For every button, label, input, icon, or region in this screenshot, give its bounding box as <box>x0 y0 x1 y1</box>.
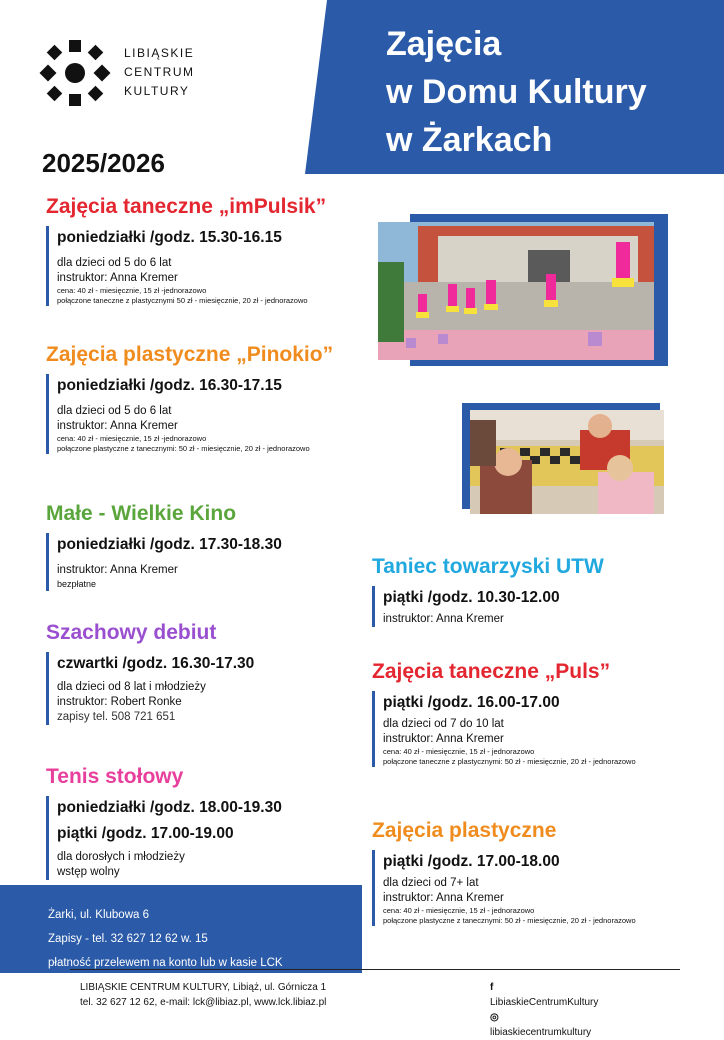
schedule: czwartki /godz. 16.30-17.30 <box>57 655 255 672</box>
schedule: poniedziałki /godz. 15.30-16.15 <box>57 229 282 246</box>
instructor: instruktor: Anna Kremer <box>383 733 504 745</box>
page-title <box>386 20 706 164</box>
facebook-icon: f <box>490 982 494 993</box>
instructor: instruktor: Anna Kremer <box>383 892 504 904</box>
logo-line: KULTURY <box>124 84 190 98</box>
section-tenis <box>46 764 282 880</box>
section-details <box>372 691 636 767</box>
schedule: piątki /godz. 17.00-18.00 <box>383 853 560 870</box>
section-title: Zajęcia plastyczne „Pinokio” <box>46 343 334 366</box>
combo-price: połączone taneczne z plastycznymi 50 zł - miesięcznie, 20 zł - jednorazowo <box>57 296 308 305</box>
section-title: Zajęcia plastyczne <box>372 819 557 842</box>
footer-social <box>490 980 598 1040</box>
payment-info: płatność przelewem na konto lub w kasie LCK <box>48 957 283 969</box>
footer-address: LIBIĄSKIE CENTRUM KULTURY, Libiąż, ul. Górnicza 1 <box>80 982 327 993</box>
section-impulsik <box>46 194 326 306</box>
schedule-2: piątki /godz. 17.00-19.00 <box>57 825 234 842</box>
schedule: piątki /godz. 10.30-12.00 <box>383 589 560 606</box>
section-details <box>46 533 282 591</box>
section-kino <box>46 501 282 591</box>
section-title: Taniec towarzyski UTW <box>372 555 604 578</box>
schedule: piątki /godz. 16.00-17.00 <box>383 694 560 711</box>
audience: dla dzieci od 7+ lat <box>383 877 479 889</box>
lck-logo-icon <box>40 38 110 108</box>
price: cena: 40 zł - miesięcznie, 15 zł - jednorazowo <box>383 906 535 915</box>
schedule: poniedziałki /godz. 18.00-19.30 <box>57 799 282 816</box>
footer-contact <box>80 980 326 1010</box>
schedule: poniedziałki /godz. 16.30-17.15 <box>57 377 282 394</box>
contact-info <box>48 903 283 975</box>
instagram-handle: libiaskiecentrumkultury <box>490 1027 592 1038</box>
combo-price: połączone plastyczne z tanecznymi: 50 zł - miesięcznie, 20 zł - jednorazowo <box>383 916 636 925</box>
title-line: w Domu Kultury <box>386 73 647 111</box>
instructor: instruktor: Anna Kremer <box>57 564 178 576</box>
audience: dla dzieci od 8 lat i młodzieży <box>57 681 206 693</box>
logo-line: LIBIĄSKIE <box>124 46 195 60</box>
section-details <box>46 374 333 454</box>
section-pinokio <box>46 342 333 454</box>
combo-price: połączone taneczne z plastycznymi: 50 zł - miesięcznie, 20 zł - jednorazowo <box>383 757 636 766</box>
season-year: 2025/2026 <box>42 148 165 178</box>
note: wstęp wolny <box>57 866 120 878</box>
instructor: instruktor: Anna Kremer <box>57 420 178 432</box>
section-plastyczne <box>372 818 636 926</box>
price: cena: 40 zł - miesięcznie, 15 zł -jednorazowo <box>57 434 207 443</box>
signup-phone: Zapisy - tel. 32 627 12 62 w. 15 <box>48 933 208 945</box>
section-szachy <box>46 620 254 725</box>
address: Żarki, ul. Klubowa 6 <box>48 909 149 921</box>
section-details <box>372 586 604 627</box>
instagram-icon: ◎ <box>490 1012 499 1023</box>
audience: dla dorosłych i młodzieży <box>57 851 185 863</box>
combo-price: połączone plastyczne z tanecznymi: 50 zł - miesięcznie, 20 zł - jednorazowo <box>57 444 310 453</box>
section-details <box>46 226 326 306</box>
section-details <box>372 850 636 926</box>
title-line: Zajęcia <box>386 25 502 63</box>
note: zapisy tel. 508 721 651 <box>57 711 176 723</box>
section-title: Tenis stołowy <box>46 765 184 788</box>
logo-line: CENTRUM <box>124 65 195 79</box>
chess-photo-icon <box>470 410 664 514</box>
section-title: Szachowy debiut <box>46 621 217 644</box>
facebook-handle: LibiaskieCentrumKultury <box>490 997 599 1008</box>
section-title: Zajęcia taneczne „imPulsik” <box>46 195 327 218</box>
schedule: poniedziałki /godz. 17.30-18.30 <box>57 536 282 553</box>
section-details <box>46 652 254 725</box>
instructor: instruktor: Robert Ronke <box>57 696 182 708</box>
section-title: Zajęcia taneczne „Puls” <box>372 660 611 683</box>
footer-divider <box>70 969 680 970</box>
dance-photo-icon <box>378 222 654 360</box>
note: bezpłatne <box>57 579 97 589</box>
section-title: Małe - Wielkie Kino <box>46 502 237 525</box>
price: cena: 40 zł - miesięcznie, 15 zł -jednorazowo <box>57 286 207 295</box>
audience: dla dzieci od 7 do 10 lat <box>383 718 504 730</box>
footer-links: tel. 32 627 12 62, e-mail: lck@libiaz.pl, www.lck.libiaz.pl <box>80 997 327 1008</box>
instructor: instruktor: Anna Kremer <box>383 613 504 625</box>
logo-text <box>124 44 195 101</box>
title-line: w Żarkach <box>386 121 553 159</box>
section-details <box>46 796 282 880</box>
price: cena: 40 zł - miesięcznie, 15 zł - jednorazowo <box>383 747 535 756</box>
audience: dla dzieci od 5 do 6 lat <box>57 257 172 269</box>
facebook-link[interactable] <box>490 980 598 1010</box>
instructor: instruktor: Anna Kremer <box>57 272 178 284</box>
section-taniec-utw <box>372 554 604 627</box>
section-puls <box>372 659 636 767</box>
audience: dla dzieci od 5 do 6 lat <box>57 405 172 417</box>
instagram-link[interactable] <box>490 1010 598 1040</box>
